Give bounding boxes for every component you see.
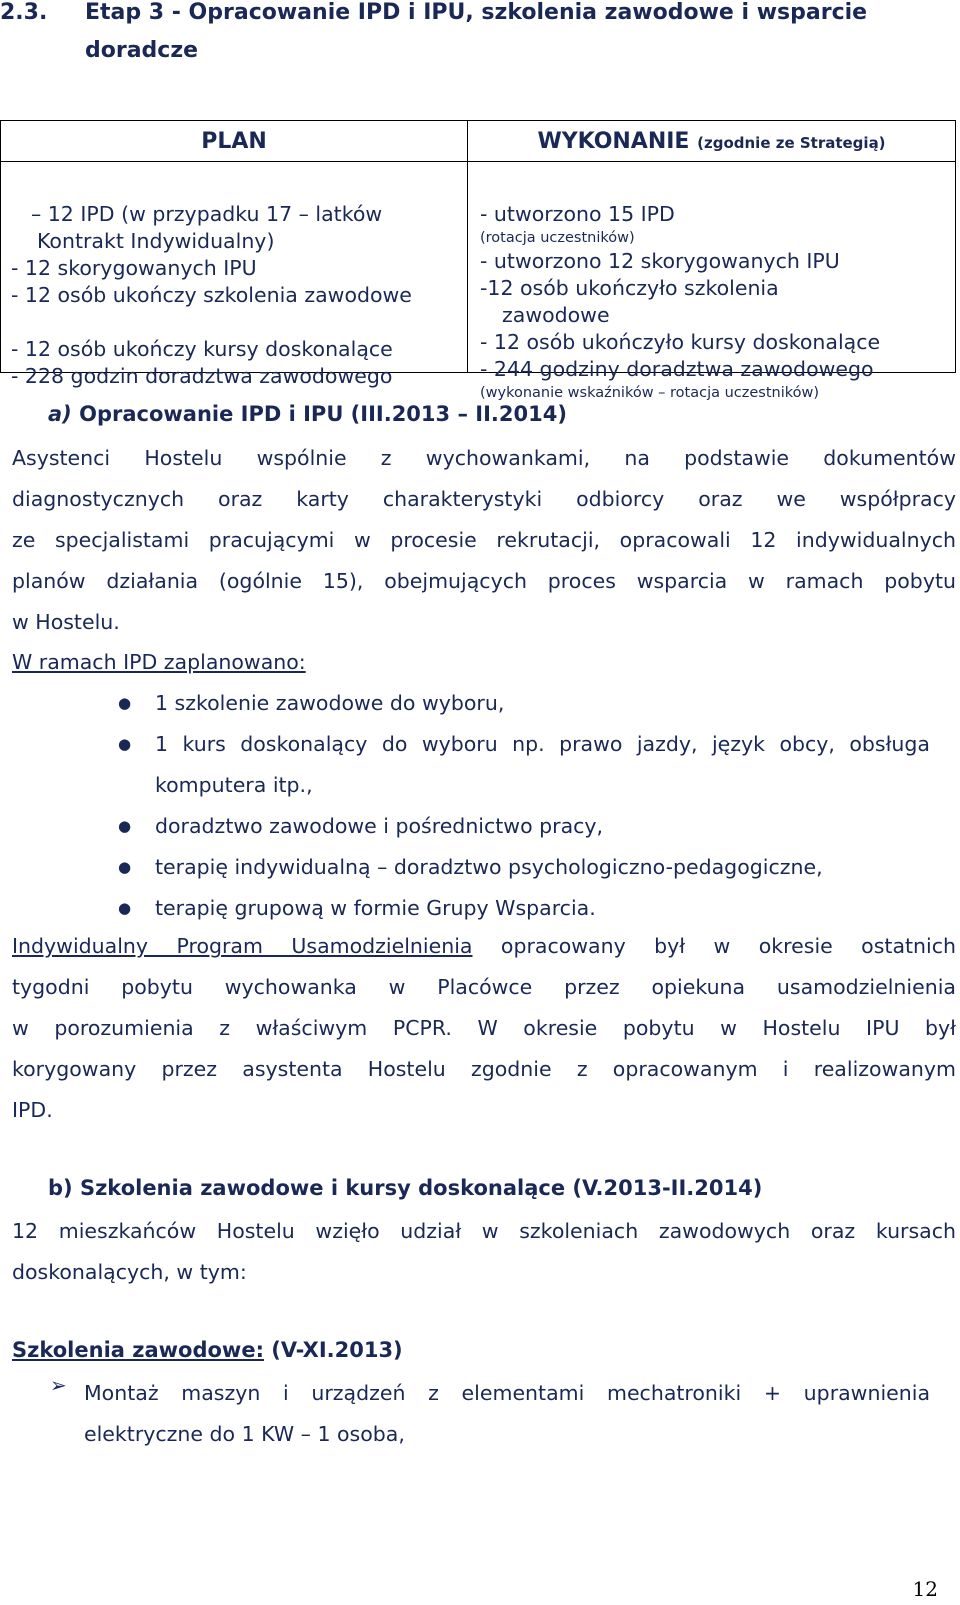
execution-header: WYKONANIE (zgodnie ze Strategią): [468, 121, 956, 162]
execution-line: - utworzono 15 IPD: [480, 202, 675, 226]
training-heading: Szkolenia zawodowe: (V-XI.2013): [12, 1338, 403, 1362]
subsection-a-title: a) Opracowanie IPD i IPU (III.2013 – II.2014): [48, 402, 567, 426]
plan-line: - 228 godzin doradztwa zawodowego: [11, 364, 393, 388]
execution-line: - 244 godziny doradztwa zawodowego: [480, 357, 874, 381]
list-item: ● 1 kurs doskonalący do wyboru np. prawo jazdy, język obcy, obsługa: [118, 732, 930, 756]
execution-line: zawodowe: [502, 303, 610, 327]
ipd-intro: W ramach IPD zaplanowano:: [12, 650, 306, 674]
section-b-paragraph: 12 mieszkańców Hostelu wzięło udział w szkoleniach zawodowych oraz kursach: [12, 1219, 956, 1243]
execution-line: - 12 osób ukończyło kursy doskonalące: [480, 330, 881, 354]
section-title-line2: doradcze: [85, 38, 199, 63]
subsection-b-title: b) Szkolenia zawodowe i kursy doskonalące (V.2013-II.2014): [48, 1176, 763, 1200]
page-number: 12: [912, 1577, 938, 1601]
execution-line: -12 osób ukończyło szkolenia: [480, 276, 779, 300]
ipd-bullet-list: [0, 683, 930, 929]
training-item-end: elektryczne do 1 KW – 1 osoba,: [84, 1422, 405, 1446]
list-item: ● terapię indywidualną – doradztwo psychologiczno-pedagogiczne,: [118, 855, 823, 879]
plan-line: - 12 osób ukończy szkolenia zawodowe: [11, 283, 412, 307]
plan-line: – 12 IPD (w przypadku 17 – latków: [31, 202, 383, 226]
arrow-bullet-icon: ➢: [50, 1373, 67, 1397]
list-item-continuation: komputera itp.,: [155, 773, 313, 797]
training-item: Montaż maszyn i urządzeń z elementami mechatroniki + uprawnienia: [84, 1381, 930, 1405]
plan-cell: [1, 162, 468, 388]
section-heading: [0, 0, 868, 63]
plan-line: Kontrakt Indywidualny): [37, 229, 275, 253]
execution-note: (wykonanie wskaźników – rotacja uczestników): [480, 385, 820, 401]
section-b-paragraph-end: doskonalących, w tym:: [12, 1260, 247, 1284]
plan-table: [0, 120, 956, 401]
ipu-paragraph: Indywidualny Program Usamodzielnienia opracowany był w okresie ostatnich tygodni pobytu wychowanka w Placówce przez opiekuna usamodzielnienia w porozumienia z właściwym PCPR. W okresie pobytu w Hostelu IPU był korygowany przez asystenta Hostelu zgodnie z opracowanym i realizowanym: [12, 934, 956, 1081]
execution-note: (rotacja uczestników): [480, 230, 635, 246]
plan-header: PLAN: [1, 121, 468, 162]
ipu-paragraph-end: IPD.: [12, 1098, 53, 1122]
plan-line: - 12 osób ukończy kursy doskonalące: [11, 337, 393, 361]
list-item: ● terapię grupową w formie Grupy Wsparcia.: [118, 896, 596, 920]
execution-cell: [468, 162, 956, 401]
section-a-paragraph: Asystenci Hostelu wspólnie z wychowankami, na podstawie dokumentów diagnostycznych oraz karty charakterystyki odbiorcy oraz we współpracy ze specjalistami pracującymi w procesie rekrutacji, opracowali 12 indywidualnych planów działania (ogólnie 15), obejmujących proces wsparcia w ramach pobytu: [12, 446, 956, 593]
execution-line: - utworzono 12 skorygowanych IPU: [480, 249, 840, 273]
section-a-paragraph-end: w Hostelu.: [12, 610, 120, 634]
list-item: ● doradztwo zawodowe i pośrednictwo pracy,: [118, 814, 604, 838]
plan-line: - 12 skorygowanych IPU: [11, 256, 257, 280]
section-title-line1: Etap 3 - Opracowanie IPD i IPU, szkolenia zawodowe i wsparcie: [85, 0, 868, 25]
section-number: 2.3.: [0, 0, 48, 25]
list-item: ● 1 szkolenie zawodowe do wyboru,: [118, 691, 505, 715]
